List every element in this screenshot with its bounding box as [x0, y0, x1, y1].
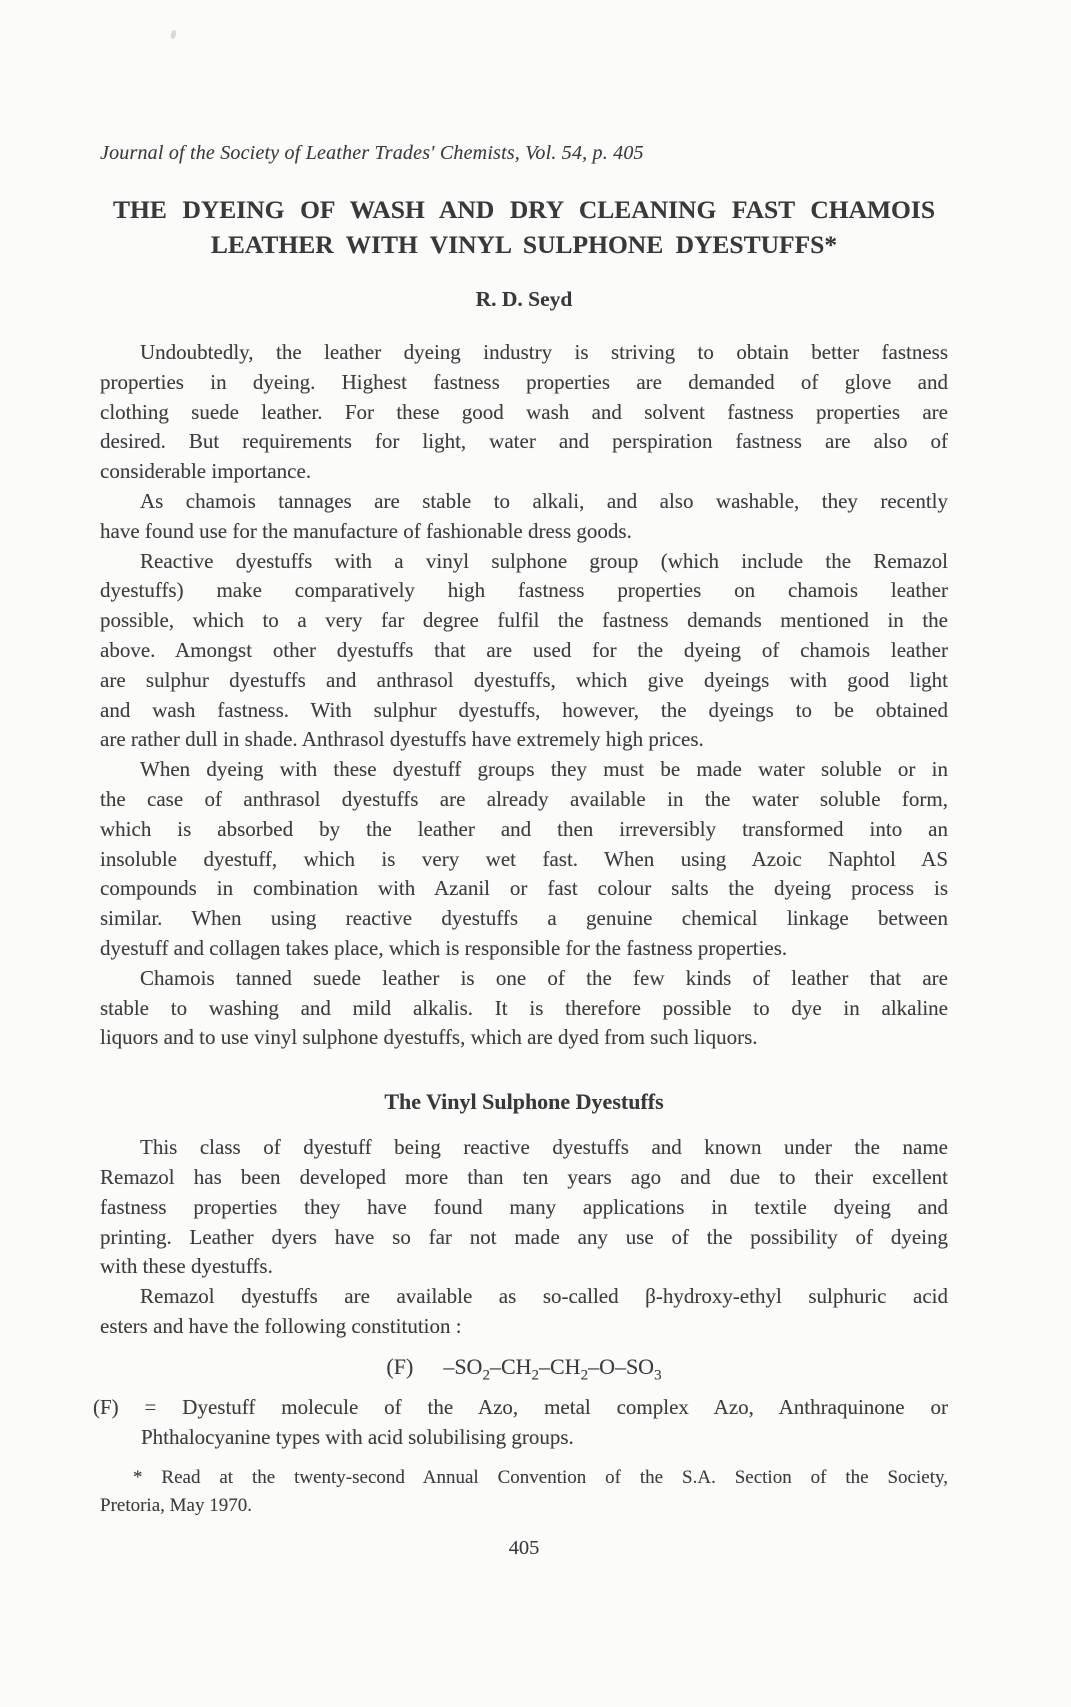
text-line: above. Amongst other dyestuffs that are used for the dyeing of chamois leather — [100, 637, 948, 662]
text-line: Remazol has been developed more than ten years ago and due to their excellent — [100, 1164, 948, 1189]
article-title-line1: THE DYEING OF WASH AND DRY CLEANING FAST CHAMOIS — [113, 195, 935, 224]
text-line: Remazol dyestuffs are available as so-called β-hydroxy-ethyl sulphuric acid — [140, 1284, 948, 1309]
text-line: printing. Leather dyers have so far not made any use of the possibility of dyeing — [100, 1224, 948, 1249]
text-line: compounds in combination with Azanil or fast colour salts the dyeing process is — [100, 876, 948, 901]
text-line: clothing suede leather. For these good wash and solvent fastness properties are — [100, 399, 948, 424]
text-line: have found use for the manufacture of fashionable dress goods. — [100, 518, 632, 543]
body-paragraph — [100, 755, 948, 964]
text-line: similar. When using reactive dyestuffs a genuine chemical linkage between — [100, 906, 948, 931]
formula-sequence: $-SO_2-CH_2-CH_2-O-SO_3$ — [443, 1353, 662, 1384]
text-line: (F) = Dyestuff molecule of the Azo, metal complex Azo, Anthraquinone or — [93, 1394, 948, 1419]
body-paragraph — [100, 964, 948, 1053]
text-column — [93, 142, 948, 1521]
text-line: the case of anthrasol dyestuffs are already available in the water soluble form, — [100, 786, 948, 811]
section-heading: The Vinyl Sulphone Dyestuffs — [384, 1089, 664, 1115]
text-line: with these dyestuffs. — [100, 1254, 273, 1279]
text-line: As chamois tannages are stable to alkali, and also washable, they recently — [140, 488, 948, 513]
text-line: properties in dyeing. Highest fastness properties are demanded of glove and — [100, 369, 948, 394]
text-line: considerable importance. — [100, 459, 312, 484]
text-line: * Read at the twenty-second Annual Convention of the S.A. Section of the Society, — [133, 1466, 948, 1488]
article-title-line2: LEATHER WITH VINYL SULPHONE DYESTUFFS* — [210, 230, 838, 259]
formula-definition — [93, 1392, 948, 1452]
text-line: are rather dull in shade. Anthrasol dyestuffs have extremely high prices. — [100, 727, 704, 752]
text-line: are sulphur dyestuffs and anthrasol dyestuffs, which give dyeings with good light — [100, 667, 948, 692]
text-line: Chamois tanned suede leather is one of the few kinds of leather that are — [140, 965, 948, 990]
article-title — [100, 192, 948, 262]
text-line: Phthalocyanine types with acid solubilising groups. — [141, 1424, 574, 1449]
text-line: and wash fastness. With sulphur dyestuffs, however, the dyeings to be obtained — [100, 697, 948, 722]
text-line: esters and have the following constitution : — [100, 1313, 462, 1338]
text-line: dyestuffs) make comparatively high fastness properties on chamois leather — [100, 578, 948, 603]
text-line: fastness properties they have found many applications in textile dyeing and — [100, 1194, 948, 1219]
body-paragraph — [100, 547, 948, 756]
body-paragraph — [100, 1282, 948, 1342]
chemical-formula — [100, 1352, 948, 1382]
text-line: Undoubtedly, the leather dyeing industry is striving to obtain better fastness — [140, 340, 948, 364]
formula-label: (F) — [386, 1353, 414, 1379]
text-line: insoluble dyestuff, which is very wet fast. When using Azoic Naphtol AS — [100, 846, 948, 871]
text-line: When dyeing with these dyestuff groups they must be made water soluble or in — [140, 757, 948, 782]
page-number: 405 — [508, 1537, 540, 1559]
article-body — [93, 338, 948, 1521]
footnote — [100, 1464, 948, 1521]
author-name: R. D. Seyd — [475, 287, 573, 311]
text-line: possible, which to a very far degree fulfil the fastness demands mentioned in the — [100, 608, 948, 633]
journal-citation: Journal of the Society of Leather Trades' Chemists, Vol. 54, p. 405 — [100, 142, 644, 164]
text-line: Reactive dyestuffs with a vinyl sulphone group (which include the Remazol — [140, 548, 948, 573]
text-line: liquors and to use vinyl sulphone dyestuffs, which are dyed from such liquors. — [100, 1025, 758, 1050]
body-paragraph — [100, 338, 948, 487]
body-paragraph — [100, 487, 948, 547]
text-line: This class of dyestuff being reactive dyestuffs and known under the name — [140, 1135, 948, 1160]
text-line: stable to washing and mild alkalis. It is therefore possible to dye in alkaline — [100, 995, 948, 1020]
scan-speck — [170, 30, 177, 40]
body-paragraph — [100, 1133, 948, 1282]
text-line: dyestuff and collagen takes place, which is responsible for the fastness properties. — [100, 935, 788, 960]
text-line: desired. But requirements for light, water and perspiration fastness are also of — [100, 429, 948, 454]
text-line: which is absorbed by the leather and then irreversibly transformed into an — [100, 816, 948, 841]
text-line: Pretoria, May 1970. — [100, 1495, 252, 1517]
